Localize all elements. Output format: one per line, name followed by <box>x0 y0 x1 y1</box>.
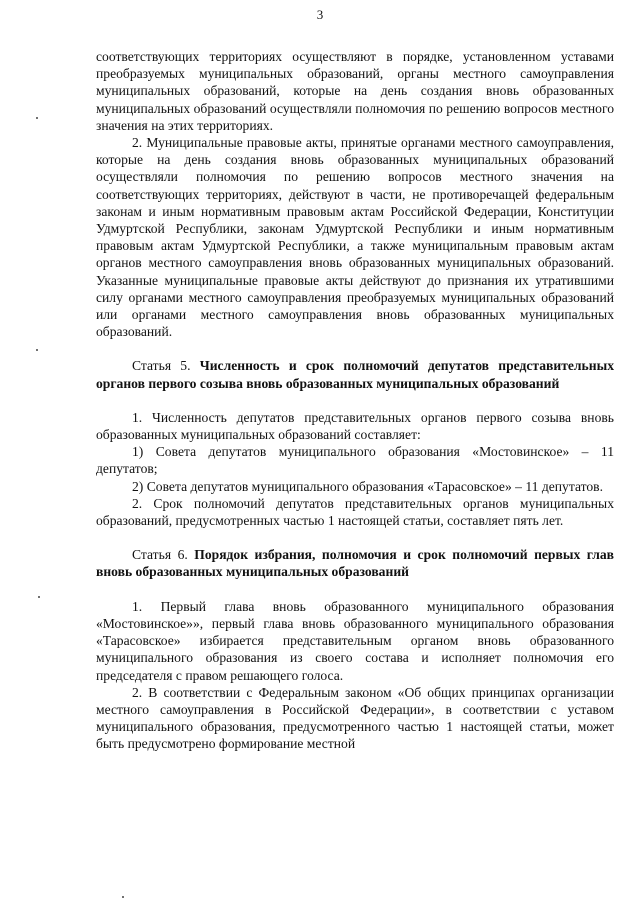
article-6-part-1: 1. Первый глава вновь образованного муниципального образования «Мостовинское»», первый глава вновь образованного муниципального образования «Тарасовское» избирается представительным органом вновь образованного муниципального образования из своего состава и исполняет полномочия его председателя с правом решающего голоса. <box>96 598 614 683</box>
document-body <box>96 48 614 753</box>
article-6-label: Статья 6. <box>132 547 188 563</box>
article-6-heading <box>96 546 614 580</box>
margin-mark <box>36 349 38 351</box>
article-5-item-1: 1) Совета депутатов муниципального образования «Мостовинское» – 11 депутатов; <box>96 444 614 477</box>
article-5-part-2: 2. Срок полномочий депутатов представительных органов муниципальных образований, предусмотренных частью 1 настоящей статьи, составляет пять лет. <box>96 495 614 529</box>
article-5-title: Численность и срок полномочий депутатов представительных органов первого созыва вновь образованных муниципальных образований <box>96 358 614 391</box>
article-5-label: Статья 5. <box>132 358 191 374</box>
article-5-heading <box>96 357 614 391</box>
page-number: 3 <box>316 7 324 22</box>
paragraph-continuation: соответствующих территориях осуществляют в порядке, установленном уставами преобразуемых муниципальных образований, органы местного самоуправления муниципальных образований, которые на день создания вновь образованных муниципальных образований осуществляли полномочия по решению вопросов местного значения на этих территориях. <box>96 49 614 133</box>
article-6-title: Порядок избрания, полномочия и срок полномочий первых глав вновь образованных муниципальных образований <box>96 547 614 580</box>
article-5-part-1: 1. Численность депутатов представительных органов первого созыва вновь образованных муниципальных образований составляет: <box>96 409 614 443</box>
article-5-item-2: 2) Совета депутатов муниципального образования «Тарасовское» – 11 депутатов. <box>132 478 604 494</box>
margin-mark <box>36 117 38 119</box>
margin-mark <box>122 896 124 898</box>
margin-mark <box>38 596 40 598</box>
paragraph-2: 2. Муниципальные правовые акты, принятые органами местного самоуправления, которые на день создания вновь образованных муниципальных образований осуществляли полномочия по решению вопросов местного значения на соответствующих территориях, действуют в части, не противоречащей федеральным законам и иным нормативным правовым актам Российской Федерации, Конституции Удмуртской Республики, законам Удмуртской Республики и иным нормативным правовым актам Удмуртской Республики, а также муниципальным правовым актам органов местного самоуправления вновь образованных муниципальных образований. Указанные муниципальные правовые акты действуют до признания их утратившими силу органами местного самоуправления преобразуемых муниципальных образований или органами местного самоуправления вновь образованных муниципальных образований. <box>96 135 614 340</box>
article-6-part-2: 2. В соответствии с Федеральным законом «Об общих принципах организации местного самоуправления в Российской Федерации», в соответствии с уставом муниципального образования, предусмотренного частью 1 настоящей статьи, может быть предусмотрено формирование местной <box>96 684 614 752</box>
